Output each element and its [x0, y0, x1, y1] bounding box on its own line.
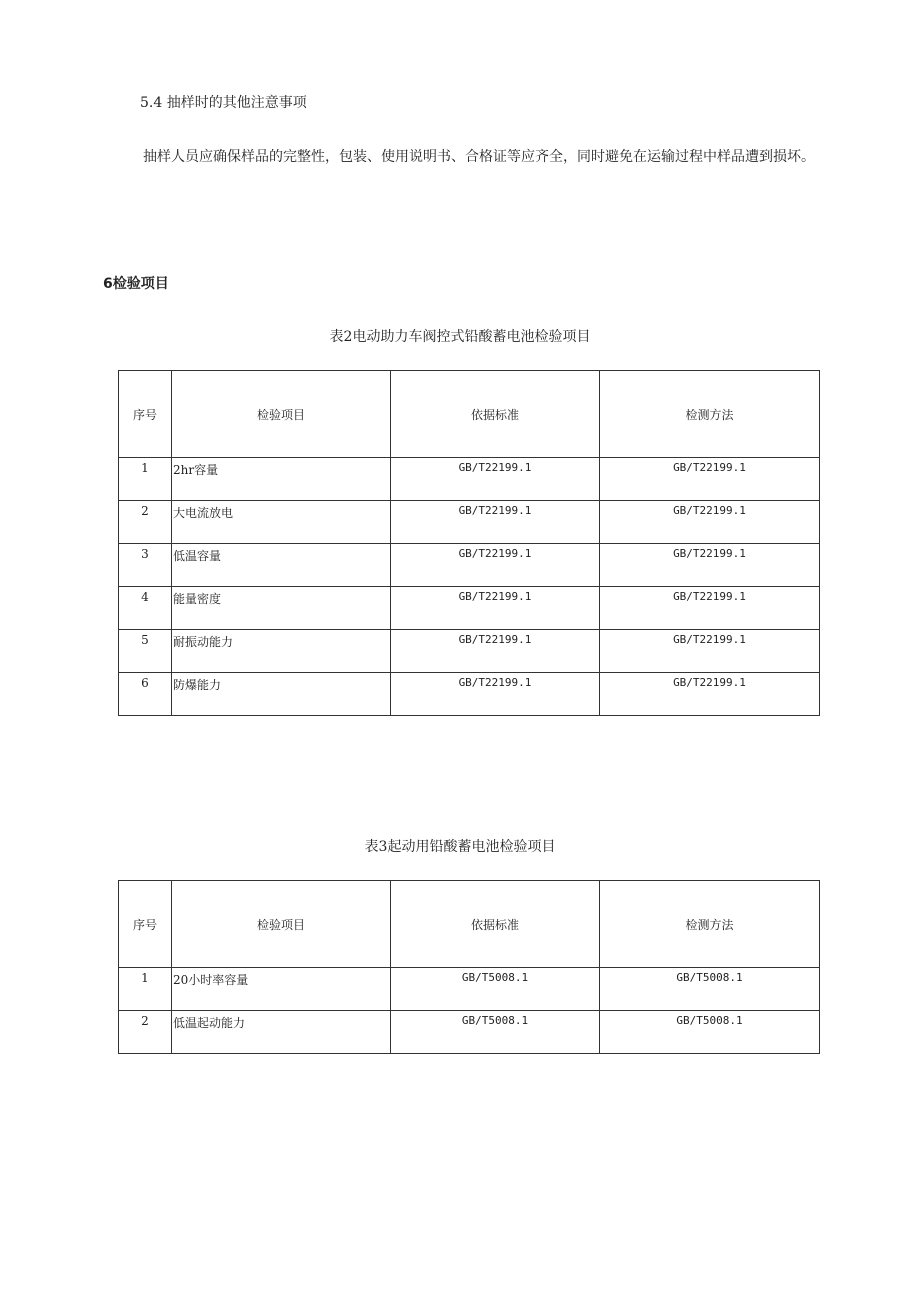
cell-item: 耐振动能力	[172, 630, 391, 673]
cell-method: GB/T5008.1	[600, 968, 820, 1011]
cell-method: GB/T22199.1	[600, 587, 820, 630]
cell-item: 低温起动能力	[172, 1011, 391, 1054]
cell-item: 20小时率容量	[172, 968, 391, 1011]
cell-no: 5	[119, 630, 172, 673]
cell-item: 2hr容量	[172, 458, 391, 501]
cell-no: 2	[119, 501, 172, 544]
table-row	[119, 587, 820, 630]
cell-method: GB/T22199.1	[600, 501, 820, 544]
cell-standard: GB/T5008.1	[391, 968, 600, 1011]
table2	[118, 370, 820, 716]
table-row	[119, 630, 820, 673]
cell-standard: GB/T22199.1	[391, 544, 600, 587]
table2-header-no: 序号	[119, 371, 172, 458]
table3	[118, 880, 820, 1054]
section-5-4-paragraph: 抽样人员应确保样品的完整性，包装、使用说明书、合格证等应齐全，同时避免在运输过程中样品遭到损坏。	[143, 149, 815, 165]
cell-item: 大电流放电	[172, 501, 391, 544]
table3-header-method: 检测方法	[600, 881, 820, 968]
table2-header-method: 检测方法	[600, 371, 820, 458]
table-row	[119, 501, 820, 544]
cell-method: GB/T22199.1	[600, 673, 820, 716]
cell-no: 1	[119, 458, 172, 501]
cell-no: 4	[119, 587, 172, 630]
table3-header-row	[119, 881, 820, 968]
cell-standard: GB/T22199.1	[391, 501, 600, 544]
cell-no: 3	[119, 544, 172, 587]
cell-standard: GB/T22199.1	[391, 673, 600, 716]
section-6-heading: 6检验项目	[103, 276, 169, 292]
cell-item: 低温容量	[172, 544, 391, 587]
table2-header-item: 检验项目	[172, 371, 391, 458]
table2-header-row	[119, 371, 820, 458]
cell-no: 2	[119, 1011, 172, 1054]
cell-method: GB/T22199.1	[600, 458, 820, 501]
table-row	[119, 458, 820, 501]
table-row	[119, 1011, 820, 1054]
table-row	[119, 968, 820, 1011]
table-row	[119, 673, 820, 716]
section-5-4-heading: 5.4 抽样时的其他注意事项	[140, 95, 307, 111]
table3-header-standard: 依据标准	[391, 881, 600, 968]
table3-caption: 表3起动用铅酸蓄电池检验项目	[364, 839, 556, 855]
table2-header-standard: 依据标准	[391, 371, 600, 458]
cell-no: 6	[119, 673, 172, 716]
table-row	[119, 544, 820, 587]
cell-standard: GB/T22199.1	[391, 630, 600, 673]
cell-method: GB/T22199.1	[600, 544, 820, 587]
table3-header-item: 检验项目	[172, 881, 391, 968]
cell-standard: GB/T22199.1	[391, 458, 600, 501]
cell-item: 能量密度	[172, 587, 391, 630]
cell-no: 1	[119, 968, 172, 1011]
table2-caption: 表2电动助力车阀控式铅酸蓄电池检验项目	[329, 329, 591, 345]
cell-method: GB/T22199.1	[600, 630, 820, 673]
table3-header-no: 序号	[119, 881, 172, 968]
cell-method: GB/T5008.1	[600, 1011, 820, 1054]
cell-item: 防爆能力	[172, 673, 391, 716]
cell-standard: GB/T5008.1	[391, 1011, 600, 1054]
cell-standard: GB/T22199.1	[391, 587, 600, 630]
